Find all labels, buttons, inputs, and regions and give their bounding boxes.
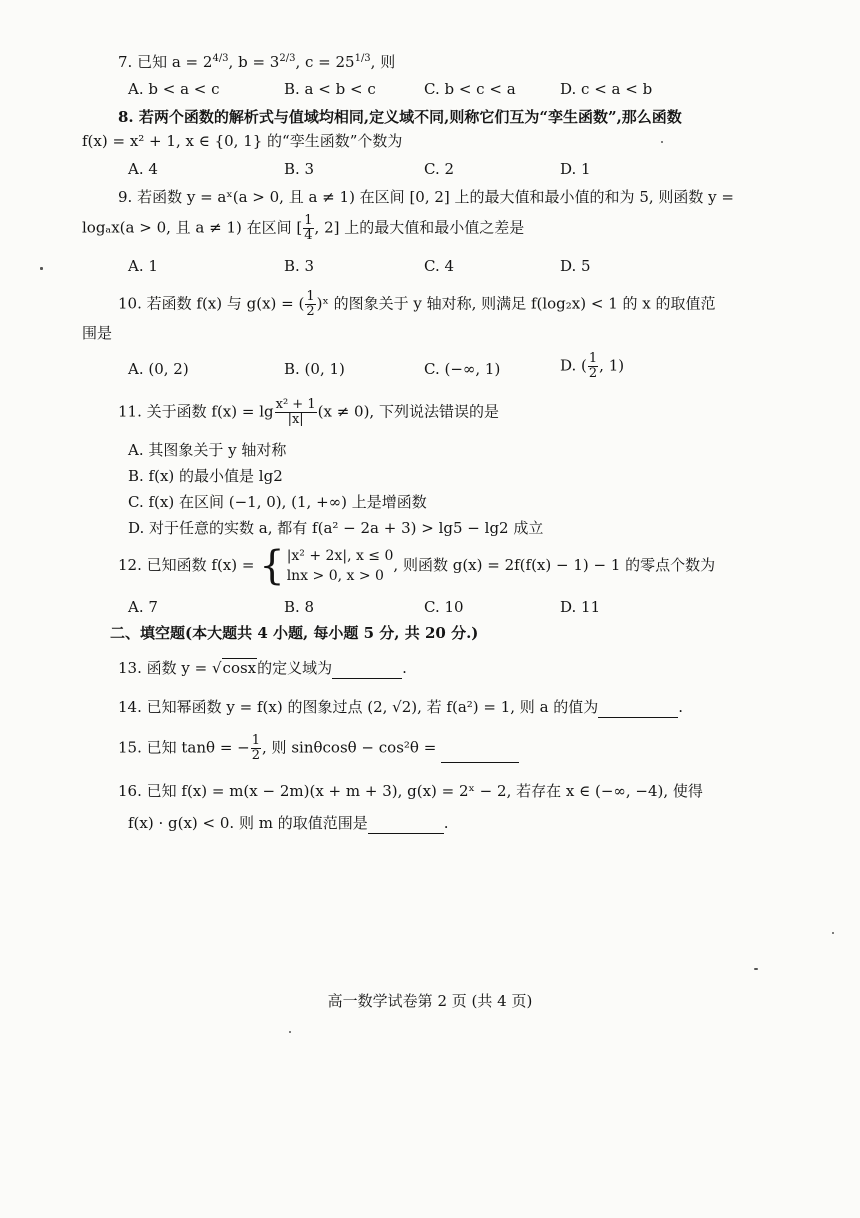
q7-option-d: D. c < a < b	[560, 80, 653, 98]
q7-exp-a: 4/3	[212, 53, 229, 64]
q11-option-d: D. 对于任意的实数 a, 都有 f(a² − 2a + 3) > lg5 − lg2 成立	[128, 519, 544, 537]
q12-option-c: C. 10	[424, 598, 464, 616]
q11-option-c: C. f(x) 在区间 (−1, 0), (1, +∞) 上是增函数	[128, 493, 427, 511]
question-15	[118, 734, 519, 763]
q14-end: .	[678, 698, 684, 716]
q10-frac-num: 1	[306, 289, 315, 304]
scan-speck	[832, 932, 834, 934]
q11-option-a: A. 其图象关于 y 轴对称	[128, 441, 287, 459]
q14-answer-blank[interactable]	[598, 701, 678, 718]
q9-line2-text: logₐx(a > 0, 且 a ≠ 1) 在区间 [	[82, 218, 303, 237]
q7-exp-b: 2/3	[279, 53, 296, 64]
q16-line2-text: f(x) · g(x) < 0. 则 m 的取值范围是	[128, 814, 368, 832]
q15-suffix: , 则 sinθcosθ − cos²θ =	[262, 738, 437, 757]
q10-option-b: B. (0, 1)	[284, 360, 345, 378]
q7-text-a: 7. 已知 a = 2	[118, 53, 213, 71]
q11-text: 11. 关于函数 f(x) = lg	[118, 402, 274, 421]
q13-answer-blank[interactable]	[332, 662, 402, 679]
question-16-line2	[128, 812, 449, 834]
q12-text: 12. 已知函数 f(x) =	[118, 556, 255, 574]
q15-frac-den: 2	[251, 748, 261, 763]
q16-answer-blank[interactable]	[368, 817, 444, 834]
q9-line2-suffix: , 2] 上的最大值和最小值之差是	[314, 218, 525, 237]
q7-exp-c: 1/3	[354, 53, 371, 64]
q11-frac-num: x² + 1	[275, 397, 316, 412]
q10-opt-d-text: D. (	[560, 356, 587, 375]
q8-option-a: A. 4	[128, 160, 158, 178]
question-8-line2: f(x) = x² + 1, x ∈ {0, 1} 的“孪生函数”个数为	[82, 132, 403, 150]
q11-fraction	[275, 398, 317, 427]
q10-opt-d-num: 1	[588, 351, 598, 366]
q10-frac-den: 2	[306, 304, 315, 319]
q10-option-d	[560, 352, 624, 381]
q16-end: .	[443, 814, 449, 832]
q12-cases	[287, 546, 394, 586]
q13-suffix: 的定义域为	[257, 659, 333, 677]
q7-option-a: A. b < a < c	[128, 80, 220, 98]
q9-frac-den: 4	[304, 228, 313, 243]
q13-radicand: cosx	[222, 659, 257, 677]
q9-option-b: B. 3	[284, 257, 315, 275]
q7-text-end: , 则	[370, 53, 396, 71]
question-12-stem	[118, 543, 716, 589]
q11-frac-den: |x|	[287, 412, 304, 427]
question-10-line1	[118, 290, 716, 319]
q7-text-c: , c = 25	[295, 53, 355, 71]
question-7-stem	[118, 48, 395, 73]
question-9-line1: 9. 若函数 y = aˣ(a > 0, 且 a ≠ 1) 在区间 [0, 2] 上的最大值和最小值的和为 5, 则函数 y =	[118, 188, 734, 206]
q15-fraction	[251, 734, 261, 763]
q12-brace: {	[259, 543, 285, 589]
q7-option-c: C. b < c < a	[424, 80, 516, 98]
scan-speck	[289, 1031, 291, 1033]
q10-opt-d-den: 2	[588, 366, 598, 381]
q12-option-d: D. 11	[560, 598, 601, 616]
q10-line1-suffix: )ˣ 的图象关于 y 轴对称, 则满足 f(log₂x) < 1 的 x 的取值范	[316, 294, 716, 313]
scan-speck	[754, 968, 758, 970]
q7-option-b: B. a < b < c	[284, 80, 376, 98]
q15-frac-num: 1	[251, 733, 261, 748]
q11-suffix: (x ≠ 0), 下列说法错误的是	[317, 402, 499, 421]
q12-case-1: |x² + 2x|, x ≤ 0	[286, 548, 394, 564]
q10-opt-d-fraction	[588, 352, 598, 381]
scan-speck	[661, 141, 663, 143]
q9-option-a: A. 1	[128, 257, 158, 275]
q15-answer-blank[interactable]	[441, 746, 519, 763]
q14-text: 14. 已知幂函数 y = f(x) 的图象过点 (2, √2), 若 f(a²) = 1, 则 a 的值为	[118, 698, 599, 716]
q12-suffix: , 则函数 g(x) = 2f(f(x) − 1) − 1 的零点个数为	[393, 556, 716, 574]
question-16-line1: 16. 已知 f(x) = m(x − 2m)(x + m + 3), g(x) = 2ˣ − 2, 若存在 x ∈ (−∞, −4), 使得	[118, 782, 703, 800]
q8-option-c: C. 2	[424, 160, 455, 178]
scan-speck	[40, 267, 43, 270]
question-10-line2: 围是	[82, 324, 113, 342]
question-14	[118, 696, 683, 718]
question-9-line2	[82, 214, 524, 243]
q12-case-2: lnx > 0, x > 0	[286, 568, 384, 584]
q8-option-d: D. 1	[560, 160, 591, 178]
q10-option-a: A. (0, 2)	[128, 360, 189, 378]
q9-option-d: D. 5	[560, 257, 591, 275]
q12-option-b: B. 8	[284, 598, 315, 616]
q13-sqrt: √cosx	[211, 659, 257, 677]
page-footer: 高一数学试卷第 2 页 (共 4 页)	[327, 992, 533, 1010]
question-8-line1: 8. 若两个函数的解析式与值域均相同,定义域不同,则称它们互为“孪生函数”,那么函数	[118, 108, 682, 126]
q8-option-b: B. 3	[284, 160, 315, 178]
q13-end: .	[402, 659, 407, 677]
q11-option-b: B. f(x) 的最小值是 lg2	[128, 467, 283, 485]
q7-text-b: , b = 3	[228, 53, 280, 71]
q10-opt-d-suffix: , 1)	[599, 356, 625, 375]
q9-fraction	[303, 214, 313, 243]
q10-fraction	[305, 290, 315, 319]
question-13	[118, 657, 407, 679]
section-2-heading: 二、填空题(本大题共 4 小题, 每小题 5 分, 共 20 分.)	[110, 624, 479, 642]
q15-text: 15. 已知 tanθ = −	[118, 738, 250, 757]
q12-option-a: A. 7	[128, 598, 158, 616]
q9-frac-num: 1	[304, 213, 313, 228]
q9-option-c: C. 4	[424, 257, 455, 275]
q10-line1-text: 10. 若函数 f(x) 与 g(x) = (	[118, 294, 305, 313]
q13-text: 13. 函数 y =	[118, 659, 208, 677]
question-11-stem	[118, 398, 499, 427]
q10-option-c: C. (−∞, 1)	[424, 360, 501, 378]
